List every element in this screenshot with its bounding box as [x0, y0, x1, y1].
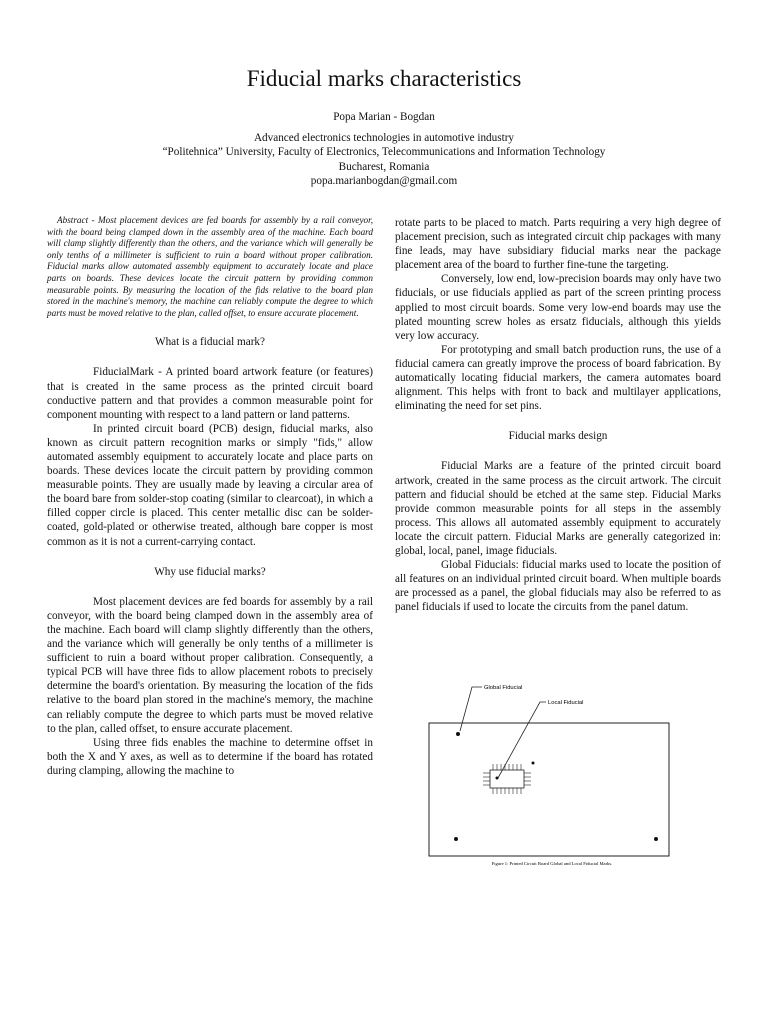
paper-title: Fiducial marks characteristics — [246, 66, 522, 91]
right-column — [395, 216, 721, 614]
paragraph: For prototyping and small batch production runs, the use of a fiducial camera can greatly improve the process of board fabrication. By automatically locating fiducial markers, the camera automates board alignment. This helps with front to back and multilayer applications, eliminating the need for set pins. — [395, 343, 721, 413]
author-email[interactable]: popa.marianbogdan@gmail.com — [310, 174, 458, 187]
paragraph: Conversely, low end, low-precision boards may only have two fiducials, or use fiducials applied as part of the screen printing process applied to most circuit boards. Some very low-end boards may use the plated mounting screw holes as ersatz fiducials, although this yields very low accuracy. — [395, 273, 721, 342]
pcb-board-outline — [429, 723, 669, 856]
pcb-fiducial-figure — [424, 674, 680, 872]
local-fiducial-bottom-right — [532, 762, 535, 765]
global-fiducial-bottom-right — [654, 837, 658, 841]
ic-leads-left — [483, 773, 490, 785]
label-global-fiducial: Global Fiducial — [484, 685, 523, 691]
paragraph: Global Fiducials: fiducial marks used to locate the position of all features on an individual printed circuit board. When multiple boards are processed as a panel, the global fiducials may also be referred to as panel fiducials if used to locate the circuits from the panel datum. — [395, 559, 721, 614]
author-block — [0, 110, 768, 188]
abstract: Abstract - Most placement devices are fed boards for assembly by a rail conveyor, with the board being clamped down in the assembly area of the machine. Each board will clamp slightly differently than the others, and the variance which will generally be only tenths of a millimeter is sufficient to ruin a board without proper calibration. Fiducial marks allow automated assembly equipment to accurately locate and place parts on boards. These devices locate the circuit pattern by providing common measurable points. By measuring the location of the fids relative to the board plan stored in the machine's memory, the machine can reliably compute the degree to which parts must be moved relative to the plan, called offset, to ensure accurate placement. — [47, 215, 373, 318]
paragraph: Most placement devices are fed boards for assembly by a rail conveyor, with the board being clamped down in the assembly area of the machine. Each board will clamp slightly differently than the others, and the variance which will generally be only tenths of a millimeter is sufficient to ruin a board without proper calibration. Consequently, a typical PCB will have three fids to allow placement robots to precisely determine the board's orientation. By measuring the location of the fids relative to the board plan stored in the machine's memory, the machine can reliably compute the degree to which parts must be moved relative to the plan, called offset, to ensure accurate placement. — [47, 595, 373, 735]
label-local-fiducial: Local Fiducial — [548, 700, 584, 706]
paragraph: Fiducial Marks are a feature of the printed circuit board artwork, created in the same process as the circuit artwork. The circuit pattern and fiducial should be etched at the same step. Fiducial Marks provide common measurable points for all steps in the assembly process. This allows all automated assembly equipment to accurately locate the circuit pattern. Fiducial Marks are generally categorized in: global, local, panel, image fiducials. — [395, 460, 721, 557]
paragraph: rotate parts to be placed to match. Parts requiring a very high degree of placement precision, such as integrated circuit chip packages with many fine leads, may have subsidiary fiducial marks near the package placement area of the board to further fine-tune the targeting. — [395, 217, 721, 272]
global-fiducial-bottom-left — [454, 837, 458, 841]
affiliation-location: Bucharest, Romania — [338, 160, 430, 173]
global-fiducial-top-left — [456, 732, 460, 736]
paragraph: In printed circuit board (PCB) design, fiducial marks, also known as circuit pattern recognition marks or simply "fids," allow automated assembly equipment to accurately locate and place parts on boards. These devices locate the circuit pattern by providing common measurable points. They are usually made by leaving a circular area of the board bare from solder-stop coating (similar to clearcoat), in which a filled copper circle is placed. This center metallic disc can be solder-coated, gold-plated or otherwise treated, although bare copper is most common as it is not a current-carrying contact. — [47, 422, 373, 548]
ic-package — [483, 764, 531, 794]
ic-leads-top — [493, 764, 521, 770]
section-heading-what-is: What is a fiducial mark? — [155, 336, 265, 349]
section-heading-design: Fiducial marks design — [508, 430, 608, 443]
ic-leads-bottom — [493, 788, 521, 794]
paragraph: FiducialMark - A printed board artwork feature (or features) that is created in the same process as the printed circuit board conductive pattern and that provides a common measurable point for component mounting with respect to a land pattern or land patterns. — [47, 366, 373, 421]
affiliation-program: Advanced electronics technologies in automotive industry — [253, 132, 515, 145]
paragraph: Using three fids enables the machine to determine offset in both the X and Y axes, as well as to determine if the board has rotated during clamping, allowing the machine to — [47, 736, 373, 777]
pcb-diagram — [424, 674, 680, 872]
left-column — [47, 215, 373, 778]
local-fiducial-top-left — [496, 777, 499, 780]
global-fiducial-leader — [460, 687, 482, 731]
author-name: Popa Marian - Bogdan — [333, 111, 435, 123]
ic-leads-right — [524, 773, 531, 785]
affiliation-university: “Politehnica” University, Faculty of Electronics, Telecommunications and Information Technology — [162, 146, 606, 159]
section-heading-why-use: Why use fiducial marks? — [154, 565, 266, 578]
figure-caption: Figure 1: Printed Circuit Board Global and Local Fiducial Marks. — [491, 861, 613, 866]
